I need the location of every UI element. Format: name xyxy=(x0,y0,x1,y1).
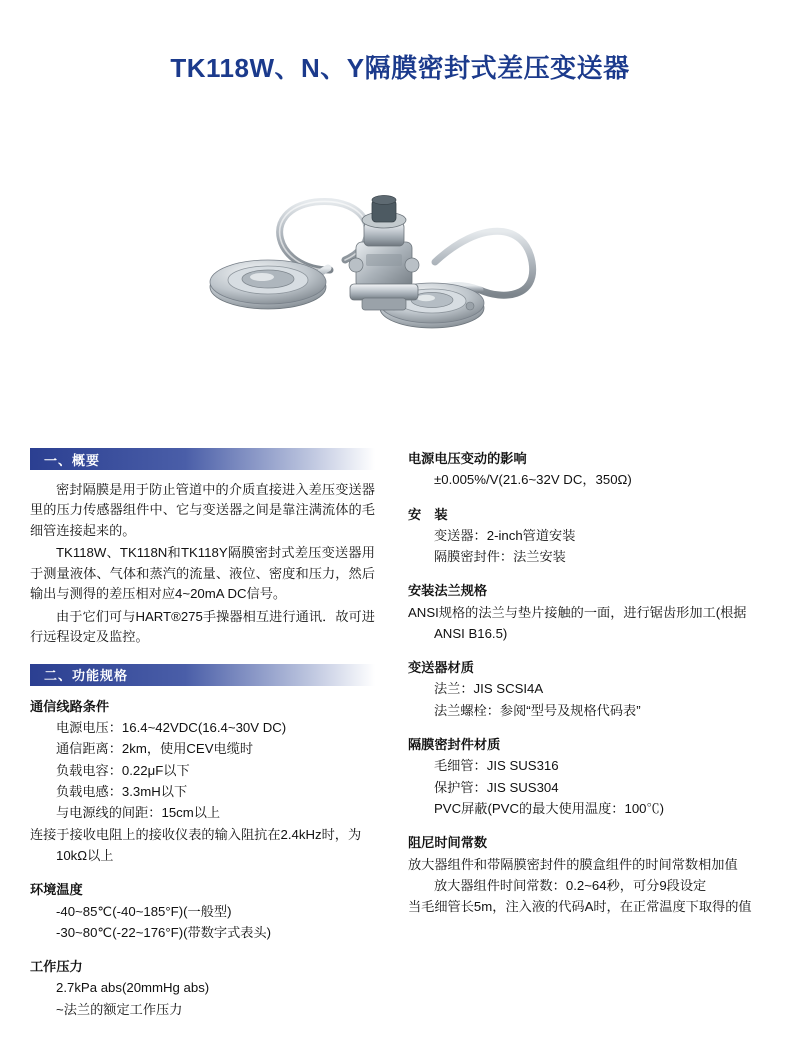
spec-group-working-pressure xyxy=(30,956,375,1020)
left-column xyxy=(30,448,375,1033)
spec-group-supply-voltage-effect xyxy=(408,448,770,491)
spec-line: 2.7kPa abs(20mmHg abs) xyxy=(56,980,210,996)
overview-paragraph-3: 由于它们可与HART®275手操器相互进行通讯．故可进行远程设定及监控。 xyxy=(30,608,375,645)
spec-line: 放大器组件和带隔膜密封件的膜盒组件的时间常数相加值 xyxy=(408,856,738,872)
spec-line: 负载电感：3.3mH以下 xyxy=(56,783,188,799)
section-header-functional-spec-label: 二、功能规格 xyxy=(44,668,129,684)
right-column xyxy=(408,448,770,931)
spec-line: PVC屏蔽(PVC的最大使用温度：100℃) xyxy=(434,801,665,816)
spec-group-communication xyxy=(30,696,375,867)
spec-line: 当毛细管长5m，注入液的代码A时，在正常温度下取得的值 xyxy=(408,899,752,915)
spec-line: ~法兰的额定工作压力 xyxy=(56,1001,183,1017)
spec-line: ANSI规格的法兰与垫片接触的一面，进行锯齿形加工(根据ANSI B16.5) xyxy=(408,604,747,641)
spec-group-title: 安 装 xyxy=(408,506,448,522)
spec-line: 法兰：JIS SCSI4A xyxy=(434,681,544,697)
spec-group-title: 通信线路条件 xyxy=(30,698,110,714)
section-header-functional-spec xyxy=(30,664,375,686)
spec-group-title: 阻尼时间常数 xyxy=(408,835,488,851)
spec-line: 变送器：2-inch管道安装 xyxy=(434,527,576,543)
spec-line: 保护管：JIS SUS304 xyxy=(434,779,559,795)
spec-line: 与电源线的间距：15cm以上 xyxy=(56,805,221,821)
spec-line: -40~85℃(-40~185°F)(一般型) xyxy=(56,903,232,919)
transmitter-illustration xyxy=(180,150,620,400)
spec-group-transmitter-material xyxy=(408,657,770,721)
spec-line: 放大器组件时间常数：0.2~64秒，可分9段设定 xyxy=(434,877,707,893)
section-header-overview xyxy=(30,448,375,470)
body-columns xyxy=(0,448,800,1048)
spec-group-damping-time-constant xyxy=(408,832,770,917)
spec-group-title: 变送器材质 xyxy=(408,660,474,676)
spec-line: 连接于接收电阻上的接收仪表的输入阻抗在2.4kHz时，为10kΩ以上 xyxy=(30,826,362,863)
spec-group-mounting-flange-spec xyxy=(408,580,770,644)
section-header-overview-label: 一、概要 xyxy=(44,452,101,468)
spec-line: 电源电压：16.4~42VDC(16.4~30V DC) xyxy=(56,719,287,735)
spec-line: 法兰螺栓：参阅“型号及规格代码表” xyxy=(434,702,641,718)
overview-paragraph-2: TK118W、TK118N和TK118Y隔膜密封式差压变送器用于测量液体、气体和蒸汽的流量、液位、密度和压力，然后输出与测得的差压相对应4~20mA DC信号。 xyxy=(30,545,375,602)
spec-line: 隔膜密封件：法兰安装 xyxy=(434,549,566,564)
spec-group-title: 隔膜密封件材质 xyxy=(408,737,501,753)
spec-group-diaphragm-seal-material xyxy=(408,734,770,819)
spec-line: -30~80℃(-22~176°F)(带数字式表头) xyxy=(56,924,272,940)
spec-line: 负载电容：0.22μF以下 xyxy=(56,762,190,778)
spec-group-title: 电源电压变动的影响 xyxy=(408,451,527,466)
spec-group-title: 安装法兰规格 xyxy=(408,583,488,599)
spec-group-title: 环境温度 xyxy=(30,882,83,898)
spec-line: 毛细管：JIS SUS316 xyxy=(434,758,559,774)
product-photo xyxy=(180,150,620,400)
spec-line: 通信距离：2km，使用CEV电缆时 xyxy=(56,741,254,757)
spec-group-installation xyxy=(408,504,770,568)
page-title: TK118W、N、Y隔膜密封式差压变送器 xyxy=(170,53,630,83)
spec-group-ambient-temperature xyxy=(30,879,375,943)
overview-paragraph-1: 密封隔膜是用于防止管道中的介质直接进入差压变送器里的压力传感器组件中、它与变送器之间是靠注满流体的毛细管连接起来的。 xyxy=(30,482,375,538)
spec-group-title: 工作压力 xyxy=(30,959,83,975)
spec-line: ±0.005%/V(21.6~32V DC，350Ω) xyxy=(434,472,632,488)
